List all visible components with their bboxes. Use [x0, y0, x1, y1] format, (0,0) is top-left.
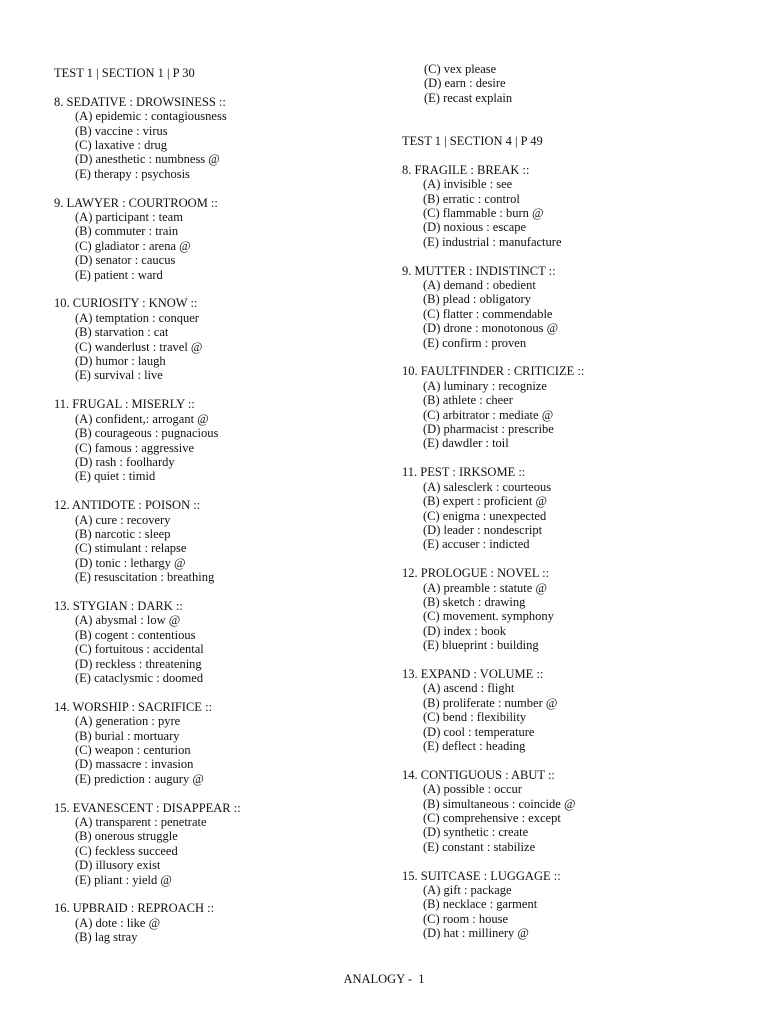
question-item	[402, 264, 742, 350]
answer-option: (C) flammable : burn @	[423, 206, 544, 221]
answer-option: (B) starvation : cat	[75, 325, 169, 340]
answer-option: (B) expert : proficient @	[423, 494, 547, 509]
answer-option: (C) weapon : centurion	[75, 742, 191, 757]
answer-option: (D) cool : temperature	[423, 724, 535, 739]
answer-option: (B) onerous struggle	[75, 829, 178, 844]
answer-option: (D) hat : millinery @	[423, 926, 529, 941]
answer-option: (D) leader : nondescript	[423, 522, 543, 537]
answer-option: (B) proliferate : number @	[423, 695, 558, 710]
answer-option: (C) fortuitous : accidental	[75, 642, 204, 657]
answer-option: (C) enigma : unexpected	[423, 508, 547, 523]
question-item	[402, 163, 742, 249]
question-stem: 10. FAULTFINDER : CRITICIZE ::	[402, 364, 585, 379]
answer-option: (B) commuter : train	[75, 224, 179, 239]
answer-option: (D) synthetic : create	[423, 825, 529, 840]
answer-option: (D) illusory exist	[75, 858, 161, 873]
question-stem: 16. UPBRAID : REPROACH ::	[54, 901, 215, 916]
question-item	[402, 869, 742, 941]
question-stem: 9. MUTTER : INDISTINCT ::	[402, 263, 556, 278]
question-item	[54, 700, 394, 786]
answer-option: (B) lag stray	[75, 930, 138, 945]
answer-option: (E) patient : ward	[75, 267, 163, 282]
answer-option: (A) invisible : see	[423, 177, 513, 192]
question-stem: 13. EXPAND : VOLUME ::	[402, 666, 544, 681]
answer-option: (B) vaccine : virus	[75, 123, 168, 138]
answer-option: (C) feckless succeed	[75, 843, 178, 858]
answer-option: (A) gift : package	[423, 883, 512, 897]
answer-option: (C) bend : flexibility	[423, 710, 527, 725]
question-item	[54, 196, 394, 282]
continued-options	[402, 62, 742, 105]
right-column	[402, 62, 742, 941]
answer-option: (C) laxative : drug	[75, 138, 167, 153]
answer-option: (A) demand : obedient	[423, 278, 536, 293]
question-item	[54, 95, 394, 181]
answer-option: (D) senator : caucus	[75, 253, 176, 268]
question-item	[402, 566, 742, 652]
question-item	[54, 296, 394, 382]
answer-option: (E) resuscitation : breathing	[75, 570, 215, 585]
answer-option: (D) noxious : escape	[423, 220, 527, 235]
question-item	[402, 768, 742, 854]
answer-option: (A) participant : team	[75, 210, 183, 225]
answer-option: (C) comprehensive : except	[423, 810, 561, 825]
answer-option: (D) anesthetic : numbness @	[75, 152, 220, 167]
answer-option: (D) tonic : lethargy @	[75, 555, 186, 570]
answer-option: (C) movement. symphony	[423, 609, 554, 624]
answer-option: (D) reckless : threatening	[75, 656, 202, 671]
answer-option: (C) famous : aggressive	[75, 440, 195, 455]
answer-option: (B) necklace : garment	[423, 897, 538, 912]
question-stem: 11. FRUGAL : MISERLY ::	[54, 397, 195, 412]
answer-option: (D) humor : laugh	[75, 354, 166, 369]
answer-option: (A) generation : pyre	[75, 714, 181, 729]
answer-option: (B) narcotic : sleep	[75, 526, 171, 541]
question-item	[54, 801, 394, 887]
answer-option: (E) survival : live	[75, 368, 163, 383]
question-stem: 15. EVANESCENT : DISAPPEAR ::	[54, 800, 241, 815]
answer-option: (D) drone : monotonous @	[423, 321, 559, 336]
question-stem: 8. SEDATIVE : DROWSINESS ::	[54, 94, 226, 109]
answer-option: (E) industrial : manufacture	[423, 234, 562, 249]
answer-option: (B) plead : obligatory	[423, 292, 531, 307]
answer-option: (E) blueprint : building	[423, 638, 539, 653]
answer-option: (A) abysmal : low @	[75, 613, 181, 628]
question-stem: 8. FRAGILE : BREAK ::	[402, 162, 530, 177]
question-stem: 9. LAWYER : COURTROOM ::	[54, 195, 218, 210]
answer-option: (E) constant : stabilize	[423, 839, 536, 854]
answer-option: (D) massacre : invasion	[75, 757, 194, 772]
answer-option: (C) stimulant : relapse	[75, 541, 187, 556]
answer-option: (A) cure : recovery	[75, 512, 171, 527]
answer-option: (C) room : house	[423, 911, 509, 926]
section-heading: TEST 1 | SECTION 4 | P 49	[402, 134, 543, 148]
question-stem: 13. STYGIAN : DARK ::	[54, 598, 183, 613]
answer-option: (E) therapy : psychosis	[75, 166, 190, 181]
answer-option: (E) pliant : yield @	[75, 872, 172, 887]
answer-option: (B) sketch : drawing	[423, 594, 526, 609]
answer-option: (E) prediction : augury @	[75, 771, 204, 786]
question-item	[402, 667, 742, 753]
answer-option: (E) confirm : proven	[423, 335, 527, 350]
question-stem: 12. PROLOGUE : NOVEL ::	[402, 566, 550, 581]
answer-option: (D) pharmacist : prescribe	[423, 422, 554, 437]
section-heading: TEST 1 | SECTION 1 | P 30	[54, 66, 195, 80]
question-stem: 14. WORSHIP : SACRIFICE ::	[54, 699, 213, 714]
answer-option: (A) luminary : recognize	[423, 378, 547, 393]
answer-option: (A) preamble : statute @	[423, 580, 547, 595]
answer-option: (E) quiet : timid	[75, 469, 156, 484]
answer-option: (E) deflect : heading	[423, 738, 526, 753]
answer-option: (E) cataclysmic : doomed	[75, 670, 204, 685]
answer-option: (D) rash : foolhardy	[75, 454, 175, 469]
question-stem: 14. CONTIGUOUS : ABUT ::	[402, 767, 555, 782]
answer-option: (B) athlete : cheer	[423, 393, 513, 408]
answer-option: (E) recast explain	[424, 90, 513, 105]
question-list	[54, 95, 394, 945]
answer-option: (B) erratic : control	[423, 191, 520, 206]
answer-option: (A) temptation : conquer	[75, 310, 199, 325]
answer-option: (B) simultaneous : coincide @	[423, 796, 576, 811]
answer-option: (C) arbitrator : mediate @	[423, 407, 554, 422]
answer-option: (A) transparent : penetrate	[75, 815, 207, 829]
question-stem: 15. SUITCASE : LUGGAGE ::	[402, 868, 561, 883]
answer-option: (E) dawdler : toil	[423, 436, 509, 451]
question-item	[54, 599, 394, 685]
answer-option: (A) ascend : flight	[423, 681, 515, 696]
question-item	[402, 465, 742, 551]
question-list	[402, 163, 742, 941]
answer-option: (C) vex please	[424, 62, 497, 76]
answer-option: (B) cogent : contentious	[75, 627, 196, 642]
answer-option: (C) gladiator : arena @	[75, 238, 191, 253]
left-column	[54, 66, 394, 945]
answer-option: (B) courageous : pugnacious	[75, 426, 219, 441]
answer-option: (B) burial : mortuary	[75, 728, 180, 743]
answer-option: (A) possible : occur	[423, 782, 522, 797]
answer-option: (C) flatter : commendable	[423, 306, 553, 321]
answer-option: (A) confident,: arrogant @	[75, 411, 209, 426]
question-stem: 12. ANTIDOTE : POISON ::	[54, 498, 201, 513]
spacer	[402, 105, 742, 119]
question-item	[54, 901, 394, 944]
question-stem: 11. PEST : IRKSOME ::	[402, 465, 526, 480]
page-footer: ANALOGY - 1	[343, 972, 425, 986]
answer-option: (A) epidemic : contagiousness	[75, 109, 227, 124]
question-item	[54, 498, 394, 584]
answer-option: (C) wanderlust : travel @	[75, 339, 203, 354]
answer-option: (D) index : book	[423, 623, 506, 638]
answer-option: (A) salesclerk : courteous	[423, 479, 552, 494]
answer-option: (A) dote : like @	[75, 915, 161, 930]
spacer	[402, 120, 742, 134]
answer-option: (D) earn : desire	[424, 76, 506, 91]
question-stem: 10. CURIOSITY : KNOW ::	[54, 296, 198, 311]
question-item	[402, 364, 742, 450]
question-item	[54, 397, 394, 483]
answer-option: (E) accuser : indicted	[423, 537, 530, 552]
